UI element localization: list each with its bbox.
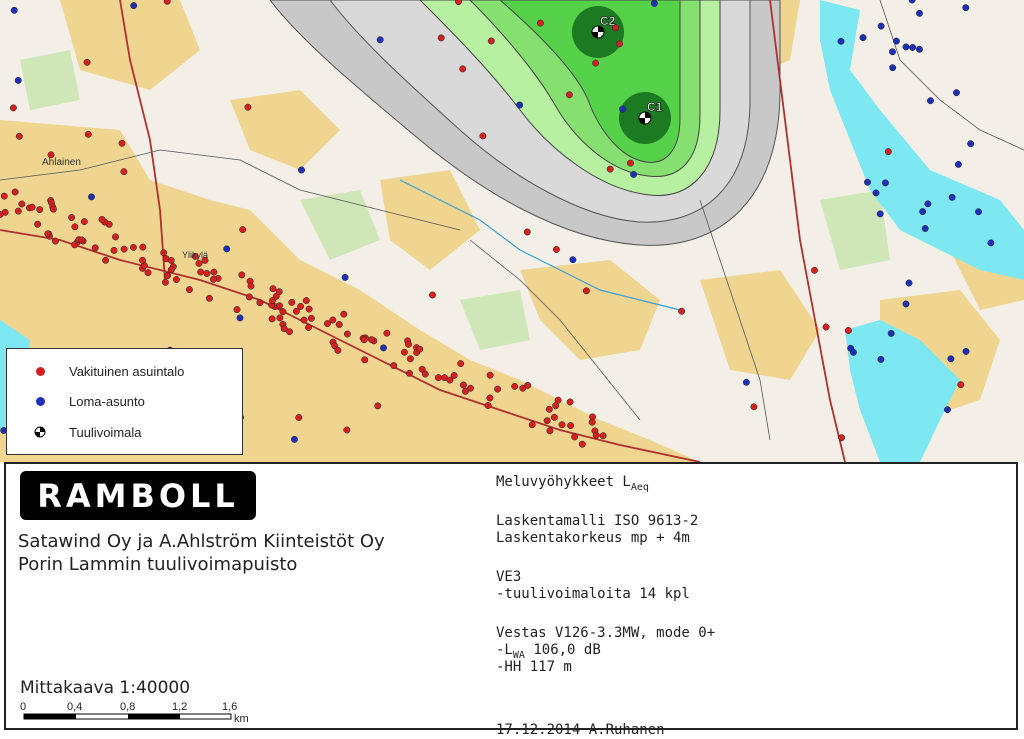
residential-marker — [276, 303, 282, 309]
holiday-home-marker — [988, 240, 994, 246]
legend-label: Vakituinen asuintalo — [69, 363, 185, 379]
holiday-home-marker — [291, 436, 297, 442]
residential-marker — [276, 289, 282, 295]
calculation-info — [496, 474, 715, 739]
residential-marker — [50, 206, 56, 212]
residential-marker — [72, 224, 78, 230]
residential-marker — [823, 324, 829, 330]
holiday-home-marker — [224, 246, 230, 252]
residential-marker — [455, 0, 461, 5]
residential-marker — [405, 341, 411, 347]
residential-marker — [246, 294, 252, 300]
residential-marker — [529, 422, 535, 428]
residential-marker — [297, 303, 303, 309]
title-block — [4, 462, 1018, 738]
residential-marker — [99, 216, 105, 222]
residential-marker — [305, 324, 311, 330]
residential-marker — [485, 402, 491, 408]
residential-marker — [164, 0, 170, 5]
residential-marker — [571, 434, 577, 440]
residential-marker — [111, 247, 117, 253]
residential-marker — [480, 133, 486, 139]
holiday-home-marker — [949, 194, 955, 200]
holiday-home-marker — [906, 280, 912, 286]
holiday-home-marker — [963, 348, 969, 354]
residential-marker — [269, 297, 275, 303]
residential-marker — [140, 244, 146, 250]
residential-marker — [196, 260, 202, 266]
residential-marker — [130, 244, 136, 250]
residential-marker — [438, 35, 444, 41]
residential-marker — [112, 234, 118, 240]
residential-marker — [306, 306, 312, 312]
residential-marker — [52, 238, 58, 244]
residential-marker — [547, 428, 553, 434]
residential-marker — [391, 362, 397, 368]
residential-marker — [102, 257, 108, 263]
residential-marker — [68, 214, 74, 220]
scale-text: Mittakaava 1:40000 — [20, 678, 191, 698]
holiday-home-marker — [925, 201, 931, 207]
residential-marker — [330, 317, 336, 323]
holiday-home-marker — [237, 315, 243, 321]
scale-bar — [20, 700, 270, 730]
residential-marker — [524, 229, 530, 235]
residential-marker — [289, 299, 295, 305]
turbine-icon — [34, 426, 46, 438]
legend-label: Loma-asunto — [69, 393, 145, 409]
residential-marker — [589, 419, 595, 425]
holiday-home-marker — [380, 345, 386, 351]
scale-tick-4: 1,6 — [222, 701, 238, 713]
holiday-home-marker — [889, 49, 895, 55]
residential-marker — [161, 250, 167, 256]
residential-marker — [234, 306, 240, 312]
residential-marker — [422, 371, 428, 377]
turbine-label-c1: C1 — [647, 100, 663, 114]
residential-marker — [567, 422, 573, 428]
residential-marker — [296, 414, 302, 420]
legend-item-holiday — [7, 391, 145, 411]
residential-marker — [85, 131, 91, 137]
sound-power-level: $-L_{WA}$ 106,0 dB — [496, 642, 601, 661]
residential-marker — [1, 193, 7, 199]
residential-marker — [375, 403, 381, 409]
legend-item-turbine — [7, 422, 142, 442]
residential-marker — [210, 276, 216, 282]
place-label-ylikyla: Ylikylä — [182, 250, 209, 260]
residential-marker — [198, 269, 204, 275]
residential-marker — [600, 433, 606, 439]
turbine-label-c2: C2 — [600, 14, 616, 28]
holiday-home-marker — [888, 330, 894, 336]
holiday-home-marker — [878, 356, 884, 362]
holiday-home-marker — [975, 209, 981, 215]
holiday-home-marker — [850, 349, 856, 355]
holiday-home-marker — [838, 38, 844, 44]
residential-marker — [593, 432, 599, 438]
residential-marker — [811, 267, 817, 273]
residential-marker — [579, 441, 585, 447]
residential-marker — [16, 133, 22, 139]
residential-marker — [168, 257, 174, 263]
organization-text — [18, 530, 385, 576]
residential-marker — [460, 66, 466, 72]
residential-marker — [336, 321, 342, 327]
residential-marker — [344, 427, 350, 433]
residential-marker — [958, 382, 964, 388]
residential-marker — [79, 237, 85, 243]
residential-marker — [566, 92, 572, 98]
residential-marker — [447, 377, 453, 383]
holiday-home-marker — [864, 179, 870, 185]
holiday-home-marker — [342, 274, 348, 280]
residential-marker — [173, 276, 179, 282]
residential-marker — [270, 286, 276, 292]
residential-marker — [301, 317, 307, 323]
holiday-home-marker — [88, 194, 94, 200]
holiday-home-marker — [882, 180, 888, 186]
residential-marker — [84, 59, 90, 65]
residential-marker — [592, 60, 598, 66]
residential-marker — [239, 272, 245, 278]
holiday-home-marker — [948, 356, 954, 362]
residential-marker — [559, 422, 565, 428]
residential-marker — [567, 399, 573, 405]
residential-marker — [537, 20, 543, 26]
residential-marker — [341, 311, 347, 317]
org-line-2: Porin Lammin tuulivoimapuisto — [18, 554, 298, 575]
scale-tick-1: 0,4 — [67, 701, 83, 713]
residential-marker — [211, 269, 217, 275]
holiday-home-marker — [619, 106, 625, 112]
holiday-home-marker — [953, 90, 959, 96]
residential-marker — [286, 329, 292, 335]
residential-marker — [555, 397, 561, 403]
turbine-model: Vestas V126-3.3MW, mode 0+ — [496, 625, 716, 641]
holiday-home-marker — [955, 161, 961, 167]
residential-marker — [71, 242, 77, 248]
holiday-home-marker — [916, 46, 922, 52]
holiday-home-marker — [903, 44, 909, 50]
residential-marker — [435, 374, 441, 380]
residential-marker — [206, 295, 212, 301]
residential-marker — [417, 346, 423, 352]
hub-height: -HH 117 m — [496, 659, 572, 675]
red-dot-icon — [36, 367, 45, 376]
holiday-home-marker — [922, 225, 928, 231]
holiday-home-marker — [878, 23, 884, 29]
holiday-home-marker — [630, 171, 636, 177]
residential-marker — [240, 226, 246, 232]
ramboll-logo — [20, 471, 256, 520]
residential-marker — [401, 349, 407, 355]
residential-marker — [406, 370, 412, 376]
holiday-home-marker — [11, 7, 17, 13]
holiday-home-marker — [15, 77, 21, 83]
holiday-home-marker — [131, 2, 137, 8]
scale-unit: km — [234, 713, 249, 725]
scale-tick-2: 0,8 — [120, 701, 136, 713]
residential-marker — [257, 299, 263, 305]
holiday-home-marker — [890, 65, 896, 71]
holiday-home-marker — [570, 257, 576, 263]
residential-marker — [384, 330, 390, 336]
residential-marker — [269, 316, 275, 322]
residential-marker — [551, 414, 557, 420]
residential-marker — [277, 315, 283, 321]
holiday-home-marker — [377, 37, 383, 43]
residential-marker — [362, 357, 368, 363]
calculation-height: Laskentakorkeus mp + 4m — [496, 530, 690, 546]
holiday-home-marker — [298, 167, 304, 173]
residential-marker — [607, 166, 613, 172]
residential-marker — [627, 160, 633, 166]
residential-marker — [458, 360, 464, 366]
residential-marker — [525, 382, 531, 388]
holiday-home-marker — [963, 5, 969, 11]
holiday-home-marker — [743, 379, 749, 385]
residential-marker — [119, 140, 125, 146]
residential-marker — [204, 270, 210, 276]
residential-marker — [145, 269, 151, 275]
residential-marker — [280, 308, 286, 314]
calculation-model: Laskentamalli ISO 9613-2 — [496, 513, 699, 529]
residential-marker — [751, 404, 757, 410]
residential-marker — [15, 208, 21, 214]
turbine-count: -tuulivoimaloita 14 kpl — [496, 586, 690, 602]
residential-marker — [335, 347, 341, 353]
residential-marker — [19, 201, 25, 207]
residential-marker — [494, 386, 500, 392]
residential-marker — [488, 38, 494, 44]
holiday-home-marker — [916, 10, 922, 16]
residential-marker — [845, 327, 851, 333]
residential-marker — [368, 336, 374, 342]
noise-zones-title: Meluvyöhykkeet $L_{Aeq}$ — [496, 474, 649, 493]
residential-marker — [308, 315, 314, 321]
org-line-1: Satawind Oy ja A.Ahlström Kiinteistöt Oy — [18, 531, 385, 552]
holiday-home-marker — [516, 102, 522, 108]
residential-marker — [139, 257, 145, 263]
holiday-home-marker — [968, 141, 974, 147]
holiday-home-marker — [877, 211, 883, 217]
residential-marker — [487, 395, 493, 401]
variant: VE3 — [496, 569, 522, 585]
residential-marker — [616, 41, 622, 47]
holiday-home-marker — [893, 38, 899, 44]
residential-marker — [838, 435, 844, 441]
residential-marker — [10, 105, 16, 111]
residential-marker — [885, 148, 891, 154]
residential-marker — [429, 292, 435, 298]
residential-marker — [45, 231, 51, 237]
holiday-home-marker — [927, 98, 933, 104]
residential-marker — [12, 189, 18, 195]
residential-marker — [407, 356, 413, 362]
residential-marker — [512, 383, 518, 389]
place-label-ahlainen: Ahlainen — [42, 157, 81, 168]
blue-dot-icon — [36, 397, 45, 406]
holiday-home-marker — [909, 44, 915, 50]
residential-marker — [162, 279, 168, 285]
residential-marker — [546, 406, 552, 412]
logo-text: RAMBOLL — [37, 476, 239, 515]
residential-marker — [344, 331, 350, 337]
residential-marker — [553, 246, 559, 252]
scale-tick-0: 0 — [20, 701, 27, 713]
residential-marker — [29, 204, 35, 210]
residential-marker — [245, 104, 251, 110]
residential-marker — [248, 283, 254, 289]
residential-marker — [186, 286, 192, 292]
residential-marker — [460, 382, 466, 388]
holiday-home-marker — [944, 407, 950, 413]
residential-marker — [678, 308, 684, 314]
residential-marker — [81, 218, 87, 224]
holiday-home-marker — [920, 208, 926, 214]
holiday-home-marker — [873, 190, 879, 196]
residential-marker — [92, 245, 98, 251]
scale-tick-3: 1,2 — [172, 701, 188, 713]
residential-marker — [121, 246, 127, 252]
residential-marker — [583, 288, 589, 294]
residential-marker — [361, 337, 367, 343]
residential-marker — [487, 372, 493, 378]
holiday-home-marker — [651, 0, 657, 6]
holiday-home-marker — [903, 301, 909, 307]
legend-item-residential — [7, 361, 184, 381]
holiday-home-marker — [860, 34, 866, 40]
residential-marker — [164, 272, 170, 278]
residential-marker — [544, 418, 550, 424]
residential-marker — [303, 297, 309, 303]
residential-marker — [168, 267, 174, 273]
residential-marker — [462, 388, 468, 394]
map-legend — [6, 348, 243, 455]
residential-marker — [121, 169, 127, 175]
residential-marker — [37, 206, 43, 212]
legend-label: Tuulivoimala — [69, 424, 142, 440]
residential-marker — [34, 221, 40, 227]
date-author: 17.12.2014 A.Ruhanen — [496, 722, 665, 738]
